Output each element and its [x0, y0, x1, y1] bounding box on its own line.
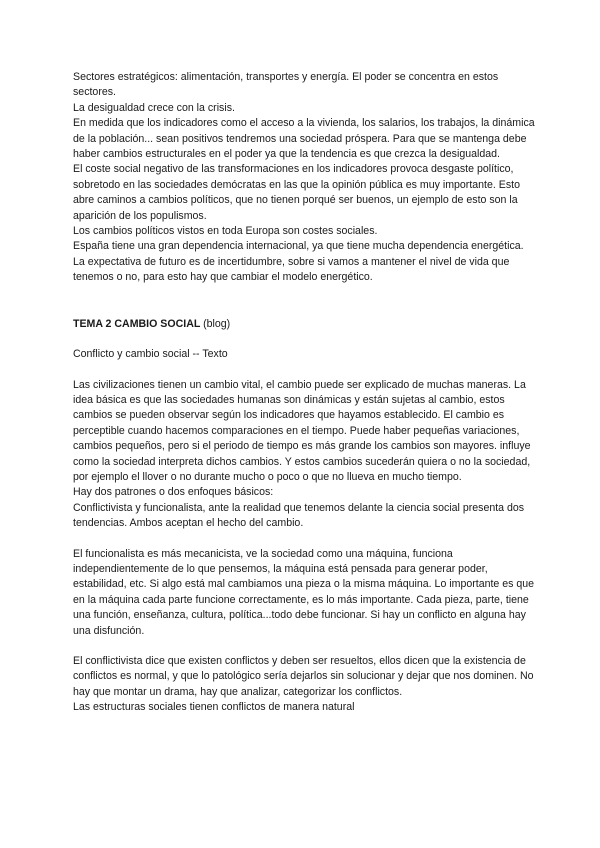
paragraph: Hay dos patrones o dos enfoques básicos:	[73, 486, 274, 499]
paragraph: Los cambios políticos vistos en toda Europa son costes sociales.	[73, 225, 378, 238]
paragraph: Conflictivista y funcionalista, ante la realidad que tenemos delante la ciencia social presenta dos tendencias. Ambos aceptan el hecho del cambio.	[73, 501, 525, 530]
subheading: Conflicto y cambio social -- Texto	[73, 348, 228, 361]
heading-note: (blog)	[203, 317, 231, 330]
paragraph: La expectativa de futuro es de incertidumbre, sobre si vamos a mantener el nivel de vida que tenemos o no, para esto hay que cambiar el modelo energético.	[73, 255, 510, 284]
heading-title: TEMA 2 CAMBIO SOCIAL	[73, 317, 201, 330]
paragraph: Sectores estratégicos: alimentación, transportes y energía. El poder se concentra en estos sectores.	[73, 71, 499, 99]
paragraph: Las civilizaciones tienen un cambio vital, el cambio puede ser explicado de muchas maneras. La idea básica es que las sociedades humanas son dinámicas y están sujetas al cambio, estos cambios se pueden observar según los indicadores que hayamos establecido. El cambio es perceptible cuando hacemos comparaciones en el tiempo. Puede haber pequeñas variaciones, cambios pequeños, pero si el periodo de tiempo es más grande los cambios son mayores. influye como la sociedad interpreta dichos cambios. Y estos cambios sucederán quiera o no la sociedad, por ejemplo el llover o no durante mucho o poco o que no llueva en mucho tiempo.	[73, 378, 531, 483]
paragraph: El conflictivista dice que existen conflictos y deben ser resueltos, ellos dicen que la existencia de conflictos es normal, y que lo patológico sería dejarlos sin solucionar y dejar que nos dominen. No hay que montar un drama, hay que analizar, categorizar los conflictos.	[73, 655, 534, 698]
paragraph: España tiene una gran dependencia internacional, ya que tiene mucha dependencia energética.	[73, 240, 524, 253]
paragraph: En medida que los indicadores como el acceso a la vivienda, los salarios, los trabajos, la dinámica de la población... sean positivos tendremos una sociedad próspera. Para que se mantenga debe haber cambios estructurales en el poder ya que la tendencia es que crezca la desigualdad.	[73, 117, 535, 161]
paragraph: Las estructuras sociales tienen conflictos de manera natural	[73, 701, 355, 714]
document-body	[73, 70, 535, 716]
paragraph: La desigualdad crece con la crisis.	[73, 101, 235, 114]
paragraph: El coste social negativo de las transformaciones en los indicadores provoca desgaste político, sobretodo en las sociedades demócratas en las que la opinión pública es muy importante. Esto abre caminos a cambios políticos, que no tienen porqué ser buenos, un ejemplo de esto son la aparición de los populismos.	[73, 163, 520, 222]
paragraph: El funcionalista es más mecanicista, ve la sociedad como una máquina, funciona independientemente de lo que pensemos, la máquina está pensada para generar poder, estabilidad, etc. Si algo está mal cambiamos una pieza o la misma máquina. Lo importante es que en la máquina cada parte funcione correctamente, es lo más importante. Cada pieza, parte, tiene una función, enseñanza, cultura, política...todo debe funcionar. Si hay un conflicto en alguna hay una disfunción.	[73, 547, 535, 637]
section-heading	[73, 317, 535, 332]
